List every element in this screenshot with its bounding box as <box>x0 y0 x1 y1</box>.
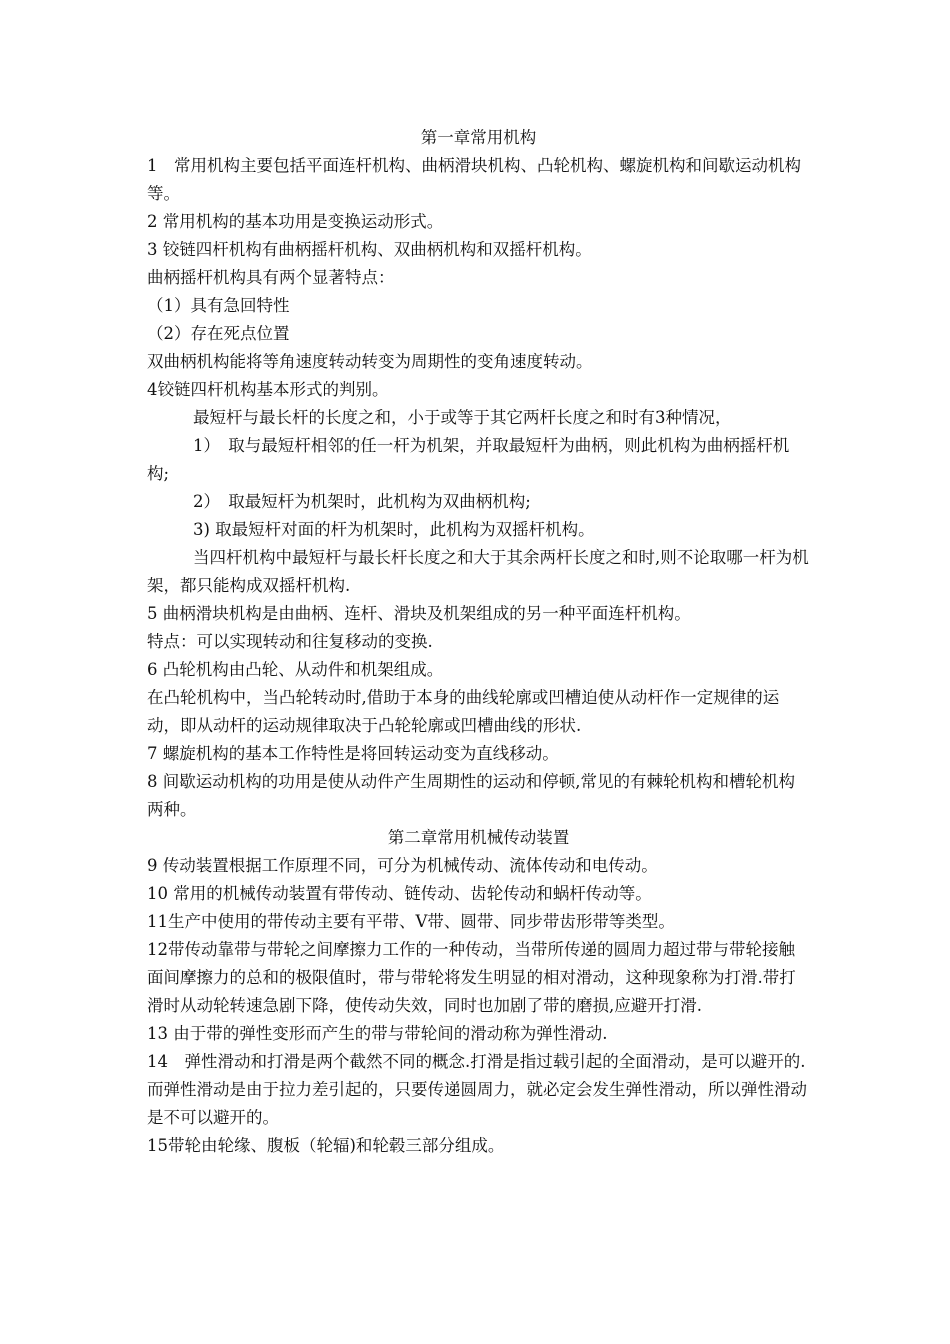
paragraph: 14 弹性滑动和打滑是两个截然不同的概念.打滑是指过载引起的全面滑动，是可以避开的.而弹性滑动是由于拉力差引起的，只要传递圆周力，就必定会发生弹性滑动，所以弹性滑动是不可以避开的。 <box>147 1052 807 1127</box>
paragraph: 10 常用的机械传动装置有带传动、链传动、齿轮传动和蜗杆传动等。 <box>147 884 652 903</box>
paragraph: 2 常用机构的基本功用是变换运动形式。 <box>147 212 444 231</box>
paragraph: 11生产中使用的带传动主要有平带、V带、圆带、同步带齿形带等类型。 <box>147 912 675 931</box>
paragraph: 6 凸轮机构由凸轮、从动件和机架组成。 <box>147 660 444 679</box>
chapter-1-title: 第一章常用机构 <box>420 128 537 147</box>
paragraph: 3 铰链四杆机构有曲柄摇杆机构、双曲柄机构和双摇杆机构。 <box>147 240 592 259</box>
chapter-2-title: 第二章常用机械传动装置 <box>387 828 570 847</box>
paragraph: 曲柄摇杆机构具有两个显著特点： <box>147 268 395 287</box>
paragraph: 在凸轮机构中，当凸轮转动时,借助于本身的曲线轮廓或凹槽迫使从动杆作一定规律的运动，即从动杆的运动规律取决于凸轮轮廓或凹槽曲线的形状. <box>147 688 780 735</box>
paragraph-indented: 2） 取最短杆为机架时，此机构为双曲柄机构; <box>193 492 531 511</box>
paragraph: 7 螺旋机构的基本工作特性是将回转运动变为直线移动。 <box>147 744 559 763</box>
paragraph-indented: 当四杆机构中最短杆与最长杆长度之和大于其余两杆长度之和时,则不论取哪一杆为机架，都只能构成双摇杆机构. <box>147 548 809 595</box>
paragraph: 特点：可以实现转动和往复移动的变换. <box>147 632 433 651</box>
paragraph-indented: 最短杆与最长杆的长度之和，小于或等于其它两杆长度之和时有3种情况， <box>193 408 732 427</box>
paragraph: 4铰链四杆机构基本形式的判别。 <box>147 380 389 399</box>
paragraph: 15带轮由轮缘、腹板（轮辐)和轮毂三部分组成。 <box>147 1136 505 1155</box>
paragraph: 5 曲柄滑块机构是由曲柄、连杆、滑块及机架组成的另一种平面连杆机构。 <box>147 604 691 623</box>
paragraph: 1 常用机构主要包括平面连杆机构、曲柄滑块机构、凸轮机构、螺旋机构和间歇运动机构等。 <box>147 156 801 203</box>
paragraph-indented: 3) 取最短杆对面的杆为机架时，此机构为双摇杆机构。 <box>193 520 595 539</box>
paragraph: （1）具有急回特性 <box>147 296 290 315</box>
paragraph: 8 间歇运动机构的功用是使从动件产生周期性的运动和停顿,常见的有棘轮机构和槽轮机构两种。 <box>147 772 795 819</box>
paragraph: （2）存在死点位置 <box>147 324 290 343</box>
paragraph: 13 由于带的弹性变形而产生的带与带轮间的滑动称为弹性滑动. <box>147 1024 608 1043</box>
paragraph-indented: 1） 取与最短杆相邻的任一杆为机架，并取最短杆为曲柄，则此机构为曲柄摇杆机构; <box>147 436 790 483</box>
paragraph: 双曲柄机构能将等角速度转动转变为周期性的变角速度转动。 <box>147 352 593 371</box>
paragraph: 12带传动靠带与带轮之间摩擦力工作的一种传动，当带所传递的圆周力超过带与带轮接触面间摩擦力的总和的极限值时，带与带轮将发生明显的相对滑动，这种现象称为打滑.带打滑时从动轮转速急剧下降，使传动失效，同时也加剧了带的磨损,应避开打滑. <box>147 940 796 1015</box>
paragraph: 9 传动装置根据工作原理不同，可分为机械传动、流体传动和电传动。 <box>147 856 658 875</box>
